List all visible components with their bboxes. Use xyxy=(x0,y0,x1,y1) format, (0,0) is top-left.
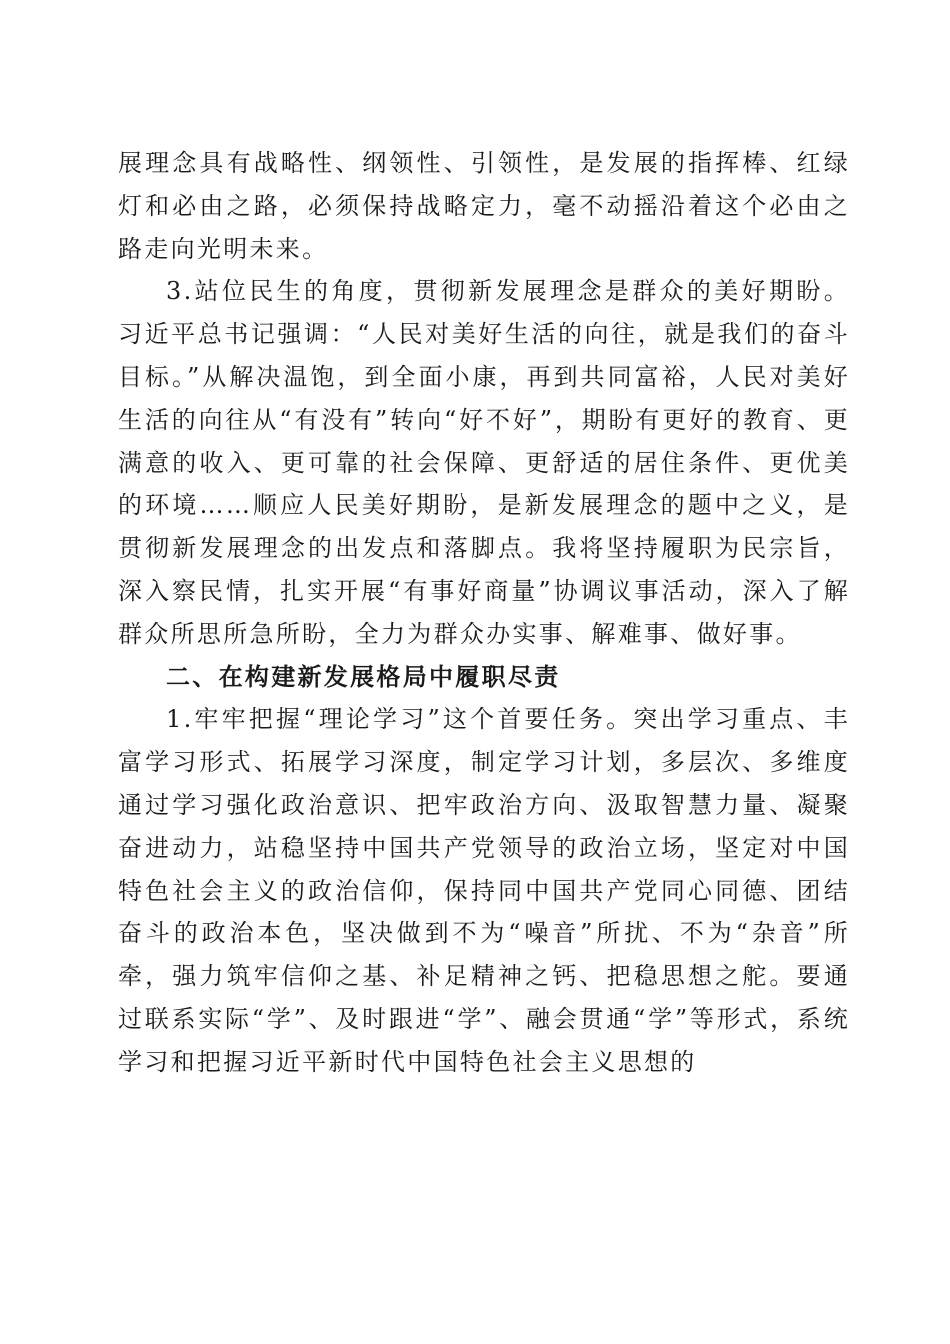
paragraph-theory-study: 1.牢牢把握“理论学习”这个首要任务。突出学习重点、丰富学习形式、拓展学习深度，制定学习计划，多层次、多维度通过学习强化政治意识、把牢政治方向、汲取智慧力量、凝聚奋进动力，站稳坚持中国共产党领导的政治立场，坚定对中国特色社会主义的政治信仰，保持同中国共产党同心同德、团结奋斗的政治本色，坚决做到不为“噪音”所扰、不为“杂音”所牵，强力筑牢信仰之基、补足精神之钙、把稳思想之舵。要通过联系实际“学”、及时跟进“学”、融会贯通“学”等形式，系统学习和把握习近平新时代中国特色社会主义思想的 xyxy=(118,705,850,1076)
paragraph-continuation: 展理念具有战略性、纲领性、引领性，是发展的指挥棒、红绿灯和必由之路，必须保持战略定力，毫不动摇沿着这个必由之路走向光明未来。 xyxy=(118,149,850,263)
section-heading: 二、在构建新发展格局中履职尽责 xyxy=(166,662,561,691)
paragraph-livelihood: 3.站位民生的角度，贯彻新发展理念是群众的美好期盼。习近平总书记强调：“人民对美好生活的向往，就是我们的奋斗目标。”从解决温饱，到全面小康，再到共同富裕，人民对美好生活的向往从“有没有”转向“好不好”，期盼有更好的教育、更满意的收入、更可靠的社会保障、更舒适的居住条件、更优美的环境……顺应人民美好期盼，是新发展理念的题中之义，是贯彻新发展理念的出发点和落脚点。我将坚持履职为民宗旨，深入察民情，扎实开展“有事好商量”协调议事活动，深入了解群众所思所急所盼，全力为群众办实事、解难事、做好事。 xyxy=(118,277,850,648)
